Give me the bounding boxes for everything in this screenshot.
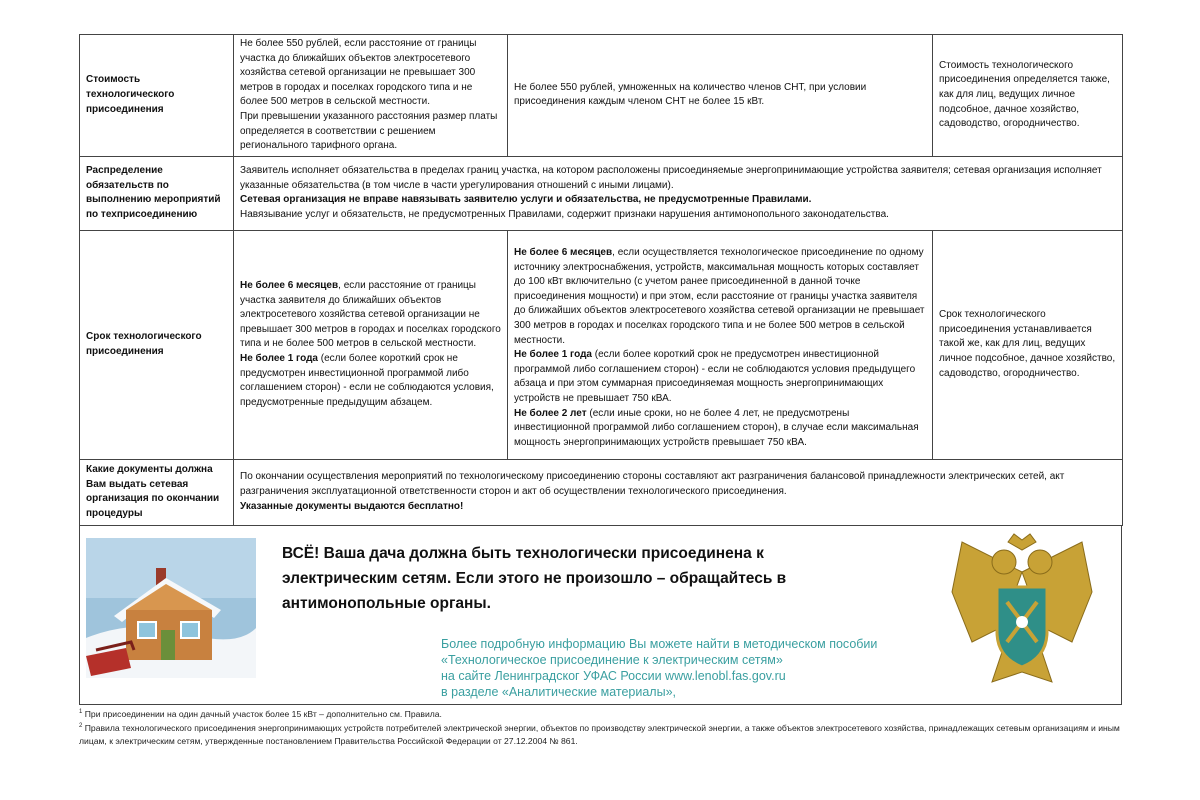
info-line: на сайте Ленинградског УФАС России www.lenobl.fas.gov.ru [441, 668, 786, 683]
term-text: , если осуществляется технологическое присоединение по одному источнику электроснабжения, устройств, максимальная мощность которых составляет до 100 кВт включительно (с учетом ранее присоединенной в данной точке присоединения мощности) и при этом, если расстояние от границы участка заявителя до ближайших объектов электросетевого хозяйства сетевой организации не превышает 300 метров в городах и поселках городского типа и не более 500 метров в сельской местности. [514, 247, 925, 346]
term-text: (если более короткий срок не предусмотрен инвестиционной программой либо соглашением сторон) - если не соблюдаются условия предыдущего абзаца и при этом суммарная присоединяемая мощность энергопринимающих устройств не превышает 750 кВА. [514, 349, 916, 405]
cell-paragraph [240, 352, 501, 410]
cell-snt: Не более 550 рублей, умноженных на количество членов СНТ, при условии присоединения каждым членом СНТ не более 15 кВт. [508, 35, 933, 157]
row-label: Стоимость технологического присоединения [80, 35, 234, 157]
cell-paragraph: Навязывание услуг и обязательств, не предусмотренных Правилами, содержит признаки нарушения антимонопольного законодательства. [240, 208, 889, 220]
cell-merged [234, 459, 1123, 525]
more-info [441, 636, 961, 700]
footnote-number: 1 [79, 709, 83, 715]
cell-other: Срок технологического присоединения устанавливается такой же, как для лиц, ведущих личное подсобное, дачное хозяйство, садоводство, огородничество. [933, 230, 1123, 459]
cell-bold-paragraph: Указанные документы выдаются бесплатно! [240, 500, 464, 512]
term-text: (если более короткий срок не предусмотрен инвестиционной программой либо соглашением сторон) - если не соблюдаются условия, предусмотренные предыдущим абзацем. [240, 353, 494, 408]
footnote [79, 720, 1129, 747]
row-label: Распределение обязательств по выполнению мероприятий по техприсоединению [80, 156, 234, 230]
bold-term: Не более 6 месяцев [240, 280, 339, 292]
cell-paragraph: Не более 550 рублей, если расстояние от границы участка до ближайших объектов электросетевого хозяйства сетевой организации не превышает 300 метров в городах и поселках городского типа и не более 500 метров в сельской местности. [240, 38, 477, 108]
info-line: в разделе «Аналитические материалы», [441, 684, 676, 699]
cell-bold-paragraph: Сетевая организация не вправе навязывать заявителю услуги и обязательства, не предусмотренные Правилами. [240, 194, 812, 206]
term-text: , если расстояние от границы участка заявителя до ближайших объектов электросетевого хозяйства сетевой организации не превышает 300 метров в городах и поселках городского типа и не более 500 метров в сельской местности. [240, 280, 501, 350]
cell-snt [508, 230, 933, 459]
cell-paragraph [514, 348, 926, 406]
snowy-house-illustration [86, 538, 256, 678]
bold-term: Не более 2 лет [514, 407, 587, 419]
footnote [79, 706, 1129, 720]
footnote-number: 2 [79, 723, 83, 730]
table-row [80, 156, 1123, 230]
footnotes [79, 706, 1129, 747]
table-row [80, 459, 1123, 525]
info-line: «Технологическое присоединение к электрическим сетям» [441, 652, 783, 667]
fas-emblem-icon [942, 532, 1102, 697]
footnote-text: Правила технологического присоединения энергопринимающих устройств потребителей электрической энергии, объектов по производству электрической энергии, а также объектов электросетевого хозяйства, принадлежащих сетевым организациям и иным лицам, к электрическим сетям, утвержденные постановлением Правительства Российской Федерации от 27.12.2004 № 861. [79, 723, 1120, 746]
slogan: ВСЁ! Ваша дача должна быть технологически присоединена к электрическим сетям. Если этого не произошло – обращайтесь в антимонопольные органы. [282, 544, 787, 612]
cell-paragraph [514, 407, 926, 451]
footnote-text: При присоединении на один дачный участок более 15 кВт – дополнительно см. Правила. [84, 708, 442, 719]
cell-paragraph [240, 279, 501, 352]
bold-term: Не более 6 месяцев [514, 247, 613, 259]
table-row [80, 35, 1123, 157]
info-line: Более подробную информацию Вы можете найти в методическом пособии [441, 636, 878, 651]
term-text: (если иные сроки, но не более 4 лет, не предусмотрены инвестиционной программой либо соглашением сторон), в случае если максимальная мощность энергопринимающих устройств превышает 750 кВА. [514, 407, 919, 448]
closing-panel [79, 526, 1122, 705]
cell-individual [234, 35, 508, 157]
cell-paragraph [514, 246, 926, 348]
cell-paragraph: При превышении указанного расстояния размер платы определяется в соответствии с решением регионального тарифного органа. [240, 110, 498, 152]
bold-term: Не более 1 года [514, 349, 592, 361]
row-label: Какие документы должна Вам выдать сетевая организация по окончании процедуры [80, 459, 234, 525]
cell-other: Стоимость технологического присоединения определяется также, как для лиц, ведущих личное подсобное, дачное хозяйство, садоводство, огородничество. [933, 35, 1123, 157]
cell-individual [234, 230, 508, 459]
table-row [80, 230, 1123, 459]
cell-paragraph: По окончании осуществления мероприятий по технологическому присоединению стороны составляют акт разграничения балансовой принадлежности электрических сетей, акт разграничения эксплуатационной ответственности сторон и акт об осуществлении технологического присоединения. [240, 471, 1065, 497]
cell-merged [234, 156, 1123, 230]
bold-term: Не более 1 года [240, 353, 318, 365]
row-label: Срок технологического присоединения [80, 230, 234, 459]
info-table [79, 34, 1123, 526]
cell-paragraph: Заявитель исполняет обязательства в пределах границ участка, на котором расположены присоединяемые энергопринимающие устройства заявителя; сетевая организация исполняет указанные обязательства (в том числе в части урегулирования отношений с иными лицами). [240, 165, 1102, 191]
document [79, 34, 1122, 705]
